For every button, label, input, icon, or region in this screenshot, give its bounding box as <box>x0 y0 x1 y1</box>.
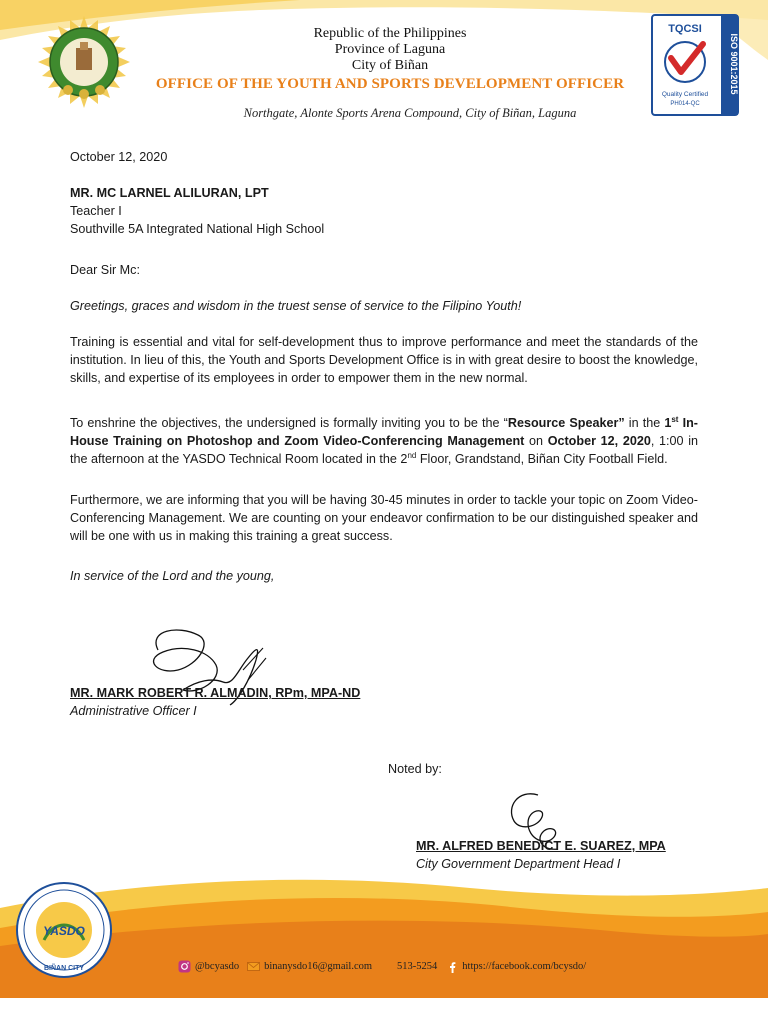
city-of-binan-seal <box>36 14 132 110</box>
closing-line: In service of the Lord and the young, <box>70 569 275 583</box>
letterhead-line-republic: Republic of the Philippines <box>313 26 467 41</box>
p2-text-5: Floor, Grandstand, Biñan City Football Field. <box>416 452 668 466</box>
footer-email[interactable]: binanysdo16@gmail.com <box>264 960 373 972</box>
letterhead <box>130 26 650 93</box>
signatory-1-name: MR. MARK ROBERT R. ALMADIN, RPm, MPA-ND <box>70 686 361 700</box>
svg-text:BIÑAN CITY: BIÑAN CITY <box>43 965 85 972</box>
footer-facebook-url[interactable]: https://facebook.com/bcysdo/ <box>462 960 587 972</box>
svg-text:TQCSI: TQCSI <box>668 23 702 35</box>
p2-text-1: To enshrine the objectives, the undersigned is formally inviting you to be the “ <box>70 416 508 430</box>
tqcsi-iso-certification-badge <box>651 14 739 116</box>
p2-training-title: In-House Training on Photoshop and Zoom Video-Conferencing Management <box>70 416 698 448</box>
footer-contacts <box>178 958 586 974</box>
phone-icon <box>380 960 393 973</box>
signatory-1 <box>70 684 698 720</box>
p2-ordinal-suffix: st <box>671 414 679 424</box>
svg-text:PH014-QC: PH014-QC <box>670 101 700 107</box>
paragraph-1: Training is essential and vital for self-development thus to improve performance and meet the standards of the institution. In lieu of this, the Youth and Sports Development Office is in with great desire to boost the knowledge, skills, and expertise of its employees in order to empower them in the new normal. <box>70 335 698 385</box>
signatory-2-name: MR. ALFRED BENEDICT E. SUAREZ, MPA <box>416 839 666 853</box>
p2-resource-speaker: Resource Speaker” <box>507 416 625 430</box>
p2-text-3: on <box>524 434 548 448</box>
p2-ordinal-number: 1 <box>664 416 672 430</box>
greeting-line: Greetings, graces and wisdom in the truest sense of service to the Filipino Youth! <box>70 299 522 313</box>
mail-icon <box>247 960 260 973</box>
office-name: OFFICE OF THE YOUTH AND SPORTS DEVELOPMENT OFFICER <box>155 76 625 92</box>
paragraph-2 <box>70 414 698 468</box>
recipient-school: Southville 5A Integrated National High School <box>70 222 325 236</box>
recipient-name: MR. MC LARNEL ALILURAN, LPT <box>70 186 269 200</box>
svg-text:YASDO: YASDO <box>43 924 85 938</box>
yasdo-seal <box>14 880 114 980</box>
letterhead-line-province: Province of Laguna <box>334 42 446 57</box>
p2-text-4: , 1:00 in the afternoon at the YASDO Technical Room located in the 2 <box>70 434 698 466</box>
p2-ordinal <box>664 416 678 430</box>
svg-text:ISO 9001:2015: ISO 9001:2015 <box>729 33 739 95</box>
svg-text:Quality Certified: Quality Certified <box>661 91 709 98</box>
recipient-title: Teacher I <box>70 204 122 218</box>
salutation: Dear Sir Mc: <box>70 263 140 277</box>
instagram-icon <box>178 960 191 973</box>
p2-text-2: in the <box>624 416 665 430</box>
signatory-1-title: Administrative Officer I <box>70 704 197 718</box>
paragraph-3: Furthermore, we are informing that you will be having 30-45 minutes in order to tackle your topic on Zoom Video-Conferencing Management. We are counting on your endeavor confirmation to be our distinguished speaker and will be one with us in making this training a great success. <box>70 493 698 543</box>
recipient-block <box>70 184 698 238</box>
letterhead-line-city: City of Biñan <box>351 58 429 73</box>
letter-date: October 12, 2020 <box>70 150 168 164</box>
p2-training-date: October 12, 2020 <box>547 434 651 448</box>
p2-floor-suffix: nd <box>407 450 417 460</box>
noted-by-label: Noted by: <box>388 762 442 776</box>
footer-phone[interactable]: 513-5254 <box>397 960 438 972</box>
facebook-icon <box>445 960 458 973</box>
footer-instagram-handle[interactable]: @bcyasdo <box>195 960 240 972</box>
footer-swoosh <box>0 868 768 998</box>
office-address: Northgate, Alonte Sports Arena Compound, City of Biñan, Laguna <box>243 106 577 120</box>
signatory-2-title: City Government Department Head I <box>416 857 621 871</box>
